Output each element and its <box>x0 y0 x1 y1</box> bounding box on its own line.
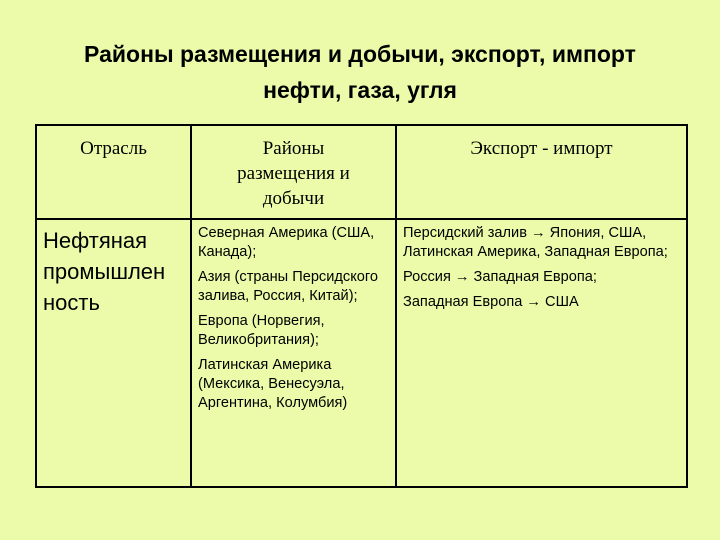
region-item: Европа (Норвегия, Великобритания); <box>198 313 325 348</box>
data-table <box>35 124 688 488</box>
header-cell-regions <box>191 125 396 219</box>
trade-item: Россия → Западная Европа; <box>403 269 597 285</box>
trade-cell <box>396 219 687 487</box>
region-item: Азия (страны Персидского залива, Россия, Китай); <box>198 269 378 304</box>
regions-cell <box>191 219 396 487</box>
title-line-2: нефти, газа, угля <box>263 77 457 103</box>
header-row <box>36 125 687 219</box>
region-item: Латинская Америка (Мексика, Венесуэла, Аргентина, Колумбия) <box>198 357 348 411</box>
header-industry-label: Отрасль <box>80 138 147 159</box>
region-item: Северная Америка (США, Канада); <box>198 225 375 260</box>
industry-cell <box>36 219 191 487</box>
header-regions-label: Районы размещения и добычи <box>237 138 350 209</box>
trade-item: Западная Европа → США <box>403 294 579 310</box>
page-title <box>0 36 720 108</box>
header-cell-trade <box>396 125 687 219</box>
header-cell-industry <box>36 125 191 219</box>
title-line-1: Районы размещения и добычи, экспорт, импорт <box>84 41 636 67</box>
header-trade-label: Экспорт - импорт <box>470 138 613 159</box>
table-row <box>36 219 687 487</box>
trade-item: Персидский залив → Япония, США, Латинская Америка, Западная Европа; <box>403 225 668 260</box>
industry-label: Нефтяная промышлен ность <box>43 228 166 315</box>
